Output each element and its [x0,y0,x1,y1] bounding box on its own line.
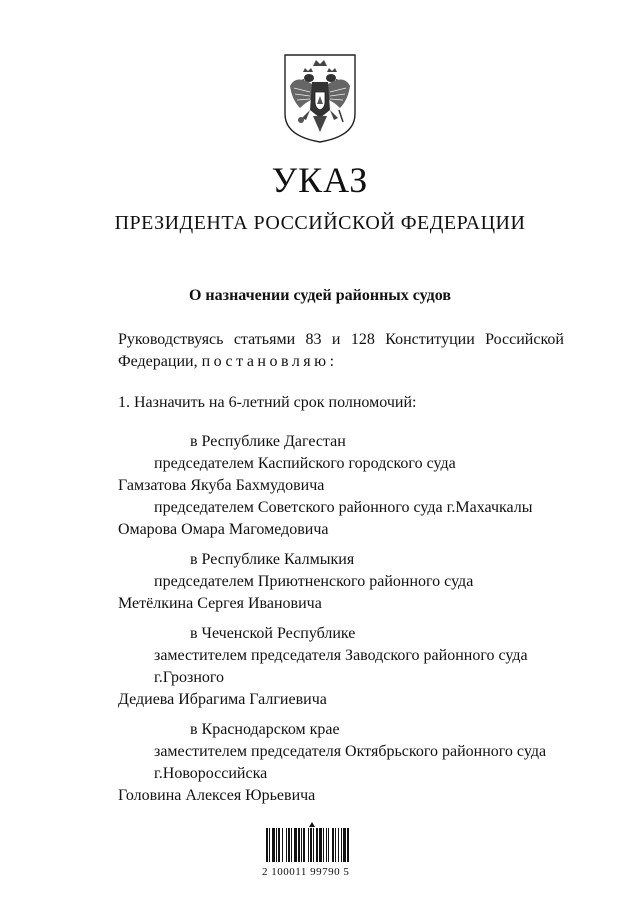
position-line: председателем Каспийского городского суда [154,455,456,472]
preamble-word: Российской [485,331,564,348]
preamble-word: Конституции [385,331,475,348]
appointee-name: Дедиева Ибрагима Галгиевича [118,691,327,708]
decree-heading: О назначении судей районных судов [188,287,451,304]
decree-subtitle: ПРЕЗИДЕНТА РОССИЙСКОЙ ФЕДЕРАЦИИ [114,212,526,234]
preamble-word: статьями [233,331,296,348]
position-line: председателем Приютненского районного суда [154,573,474,590]
position-line: заместителем председателя Октябрьского районного суда [154,743,547,760]
decree-title: УКАЗ [271,160,369,200]
preamble-word: и [331,331,341,348]
preamble-word: 128 [350,331,375,348]
position-line: председателем Советского районного суда г.Махачкалы [154,499,533,516]
clause-1: 1. Назначить на 6-летний срок полномочий: [118,394,417,411]
position-line: заместителем председателя Заводского районного суда [154,647,528,664]
preamble-resolve-word: постановляю: [201,353,338,370]
preamble-word: Руководствуясь [118,331,224,348]
appointee-name: Метёлкина Сергея Ивановича [118,595,322,612]
preamble-line-1 [118,329,564,351]
appointee-name: Омарова Омара Магомедовича [118,521,329,538]
region-heading: в Республике Калмыкия [190,551,355,568]
appointee-name: Гамзатова Якуба Бахмудовича [118,477,325,494]
coat-of-arms-emblem [282,52,358,144]
appointee-name: Головина Алексея Юрьевича [118,787,316,804]
region-heading: в Краснодарском крае [190,721,340,738]
barcode [265,822,361,864]
barcode-number: 2 100011 99790 5 [262,866,350,878]
preamble-line-2-text: Федерации, [118,353,198,370]
preamble-word: 83 [305,331,322,348]
region-heading: в Чеченской Республике [190,625,356,642]
position-line: г.Грозного [154,669,225,686]
region-heading: в Республике Дагестан [190,433,346,450]
preamble-line-2 [118,351,338,373]
position-line: г.Новороссийска [154,765,268,782]
